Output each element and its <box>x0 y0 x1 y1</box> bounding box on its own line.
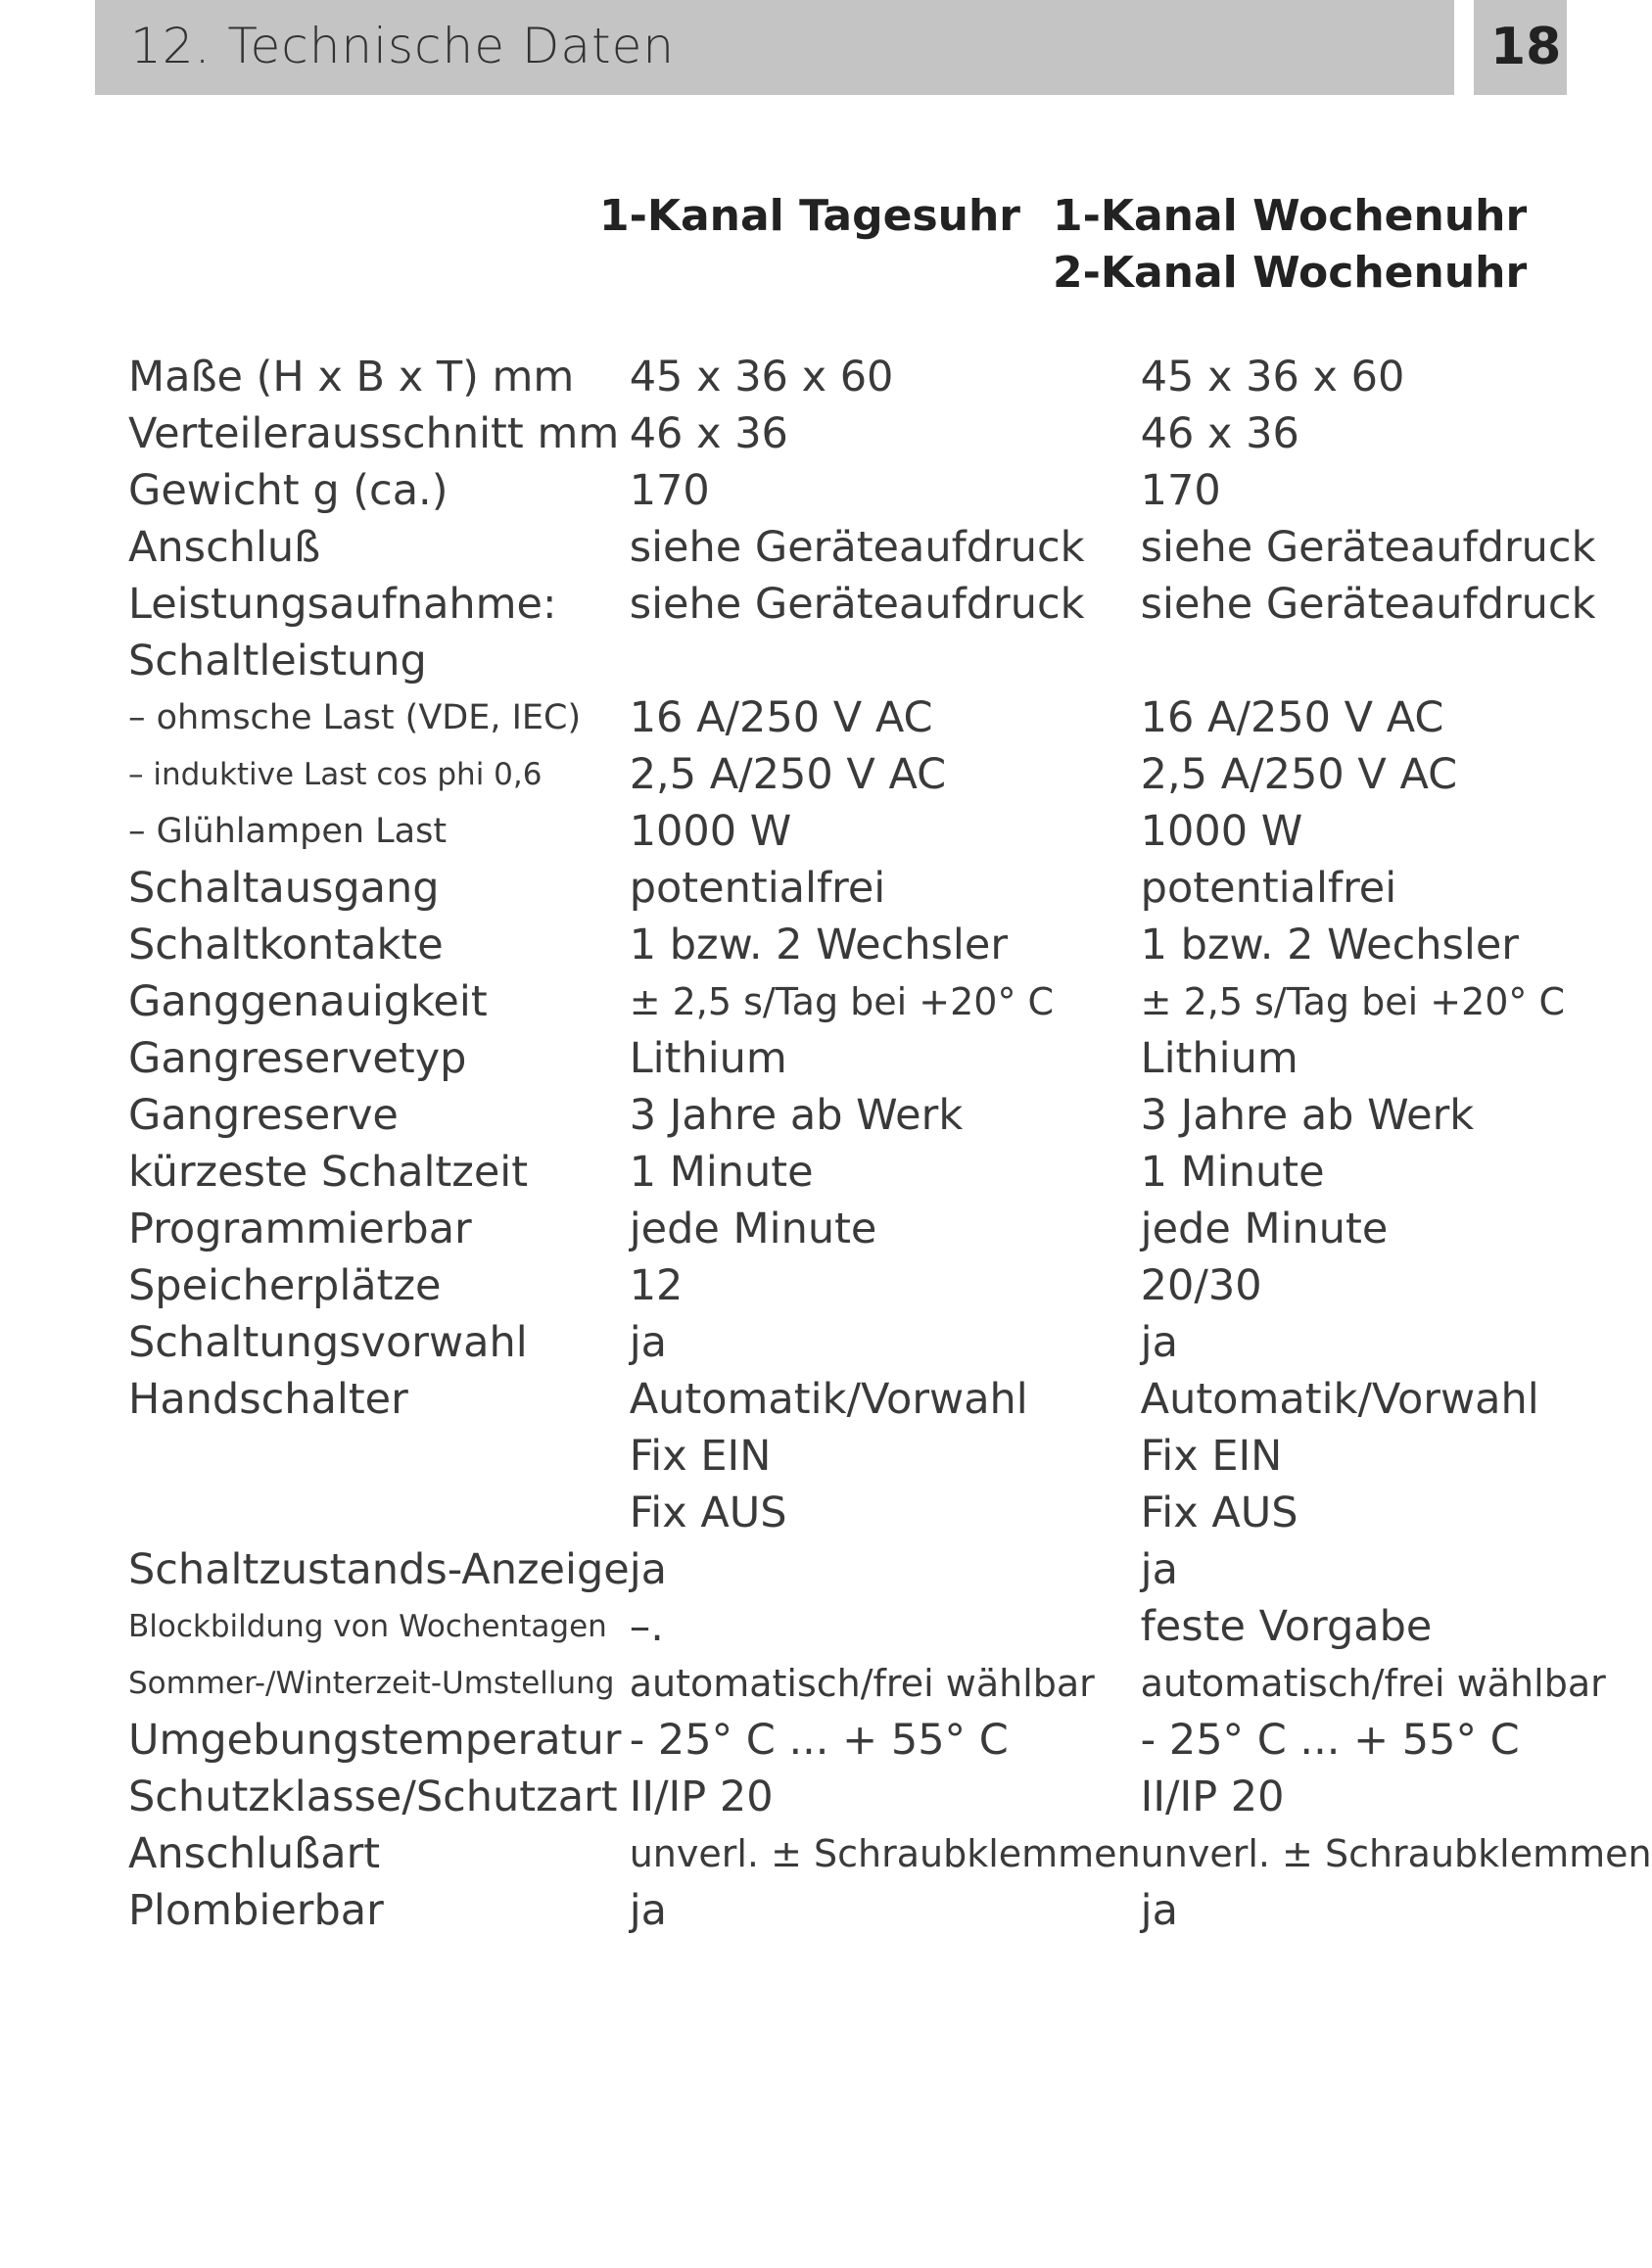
spec-value-tagesuhr: 170 <box>629 466 710 515</box>
spec-value-tagesuhr: siehe Geräteaufdruck <box>629 580 1085 629</box>
spec-value-wochenuhr: 2,5 A/250 V AC <box>1140 750 1458 799</box>
spec-value-wochenuhr: ja <box>1140 1545 1178 1594</box>
spec-row <box>128 917 1652 973</box>
spec-value-wochenuhr: automatisch/frei wählbar <box>1140 1662 1606 1705</box>
spec-row <box>128 1371 1652 1428</box>
spec-row <box>128 746 1652 803</box>
spec-label: Speicherplätze <box>128 1261 442 1310</box>
spec-label: – ohmsche Last (VDE, IEC) <box>128 698 582 737</box>
spec-row <box>128 1144 1652 1201</box>
spec-value-tagesuhr: jede Minute <box>629 1205 877 1253</box>
column-header-wochenuhr <box>1053 188 1527 302</box>
spec-value-wochenuhr: ja <box>1140 1318 1178 1367</box>
spec-label: Schaltausgang <box>128 864 440 913</box>
spec-row <box>128 1712 1652 1769</box>
spec-label: Schaltungsvorwahl <box>128 1318 528 1367</box>
spec-label: kürzeste Schaltzeit <box>128 1148 529 1197</box>
spec-label: Programmierbar <box>128 1205 472 1253</box>
spec-row <box>128 576 1652 633</box>
spec-label: – induktive Last cos phi 0,6 <box>128 757 543 792</box>
spec-value-tagesuhr: siehe Geräteaufdruck <box>629 523 1085 572</box>
spec-value-wochenuhr: 16 A/250 V AC <box>1140 693 1444 742</box>
spec-label: Plombierbar <box>128 1886 384 1935</box>
spec-value-tagesuhr: 12 <box>629 1261 684 1310</box>
spec-value-tagesuhr: 16 A/250 V AC <box>629 693 933 742</box>
spec-row <box>128 1541 1652 1598</box>
spec-row <box>128 462 1652 519</box>
spec-value-tagesuhr: unverl. ± Schraubklemmen <box>629 1832 1141 1875</box>
spec-value-tagesuhr: –. <box>629 1602 664 1651</box>
spec-label: Gangreserve <box>128 1091 399 1140</box>
spec-row <box>128 1428 1652 1485</box>
spec-row <box>128 1201 1652 1257</box>
spec-row <box>128 633 1652 689</box>
spec-row <box>128 860 1652 917</box>
spec-value-tagesuhr: Automatik/Vorwahl <box>629 1375 1028 1424</box>
spec-value-wochenuhr: - 25° C ... + 55° C <box>1140 1716 1520 1765</box>
spec-row <box>128 1598 1652 1655</box>
spec-value-tagesuhr: 1 Minute <box>629 1148 814 1197</box>
spec-label: Leistungsaufnahme: <box>128 580 557 629</box>
spec-label: Gewicht g (ca.) <box>128 466 448 515</box>
column-header-label: 1-Kanal Tagesuhr <box>599 191 1020 241</box>
spec-value-tagesuhr: 1000 W <box>629 807 792 856</box>
spec-row <box>128 1655 1652 1712</box>
spec-value-wochenuhr: ± 2,5 s/Tag bei +20° C <box>1140 980 1566 1023</box>
spec-row <box>128 1257 1652 1314</box>
spec-value-wochenuhr: unverl. ± Schraubklemmen <box>1140 1832 1652 1875</box>
spec-label: Anschlußart <box>128 1829 381 1878</box>
spec-label: Gangreservetyp <box>128 1034 467 1083</box>
column-header-label: 2-Kanal Wochenuhr <box>1053 248 1528 298</box>
spec-value-wochenuhr: feste Vorgabe <box>1140 1602 1433 1651</box>
spec-value-wochenuhr: Fix AUS <box>1140 1488 1298 1537</box>
spec-value-tagesuhr: - 25° C ... + 55° C <box>629 1716 1009 1765</box>
page-number: 18 <box>1490 18 1562 76</box>
spec-value-tagesuhr: Fix EIN <box>629 1432 772 1481</box>
page-title: 12. Technische Daten <box>130 18 676 74</box>
spec-value-wochenuhr: Automatik/Vorwahl <box>1140 1375 1539 1424</box>
column-header-label: 1-Kanal Wochenuhr <box>1053 191 1528 241</box>
spec-value-wochenuhr: 170 <box>1140 466 1221 515</box>
spec-row <box>128 1030 1652 1087</box>
spec-row <box>128 1825 1652 1882</box>
spec-value-tagesuhr: ± 2,5 s/Tag bei +20° C <box>629 980 1055 1023</box>
spec-row <box>128 1769 1652 1825</box>
spec-value-tagesuhr <box>630 633 1141 689</box>
spec-label: Verteilerausschnitt mm <box>128 409 620 458</box>
spec-value-wochenuhr <box>1141 633 1652 689</box>
spec-row <box>128 1485 1652 1541</box>
spec-label: Maße (H x B x T) mm <box>128 353 575 402</box>
spec-value-tagesuhr: 46 x 36 <box>629 409 788 458</box>
spec-value-tagesuhr: Fix AUS <box>629 1488 787 1537</box>
spec-row <box>128 803 1652 860</box>
spec-row <box>128 1882 1652 1939</box>
spec-value-wochenuhr: II/IP 20 <box>1140 1772 1285 1821</box>
spec-label: Ganggenauigkeit <box>128 977 488 1026</box>
spec-value-tagesuhr: 45 x 36 x 60 <box>629 353 894 402</box>
spec-label <box>128 1485 630 1541</box>
spec-value-wochenuhr: Lithium <box>1140 1034 1298 1083</box>
spec-label: Schutzklasse/Schutzart <box>128 1772 618 1821</box>
spec-value-tagesuhr: ja <box>629 1886 667 1935</box>
spec-value-wochenuhr: Fix EIN <box>1140 1432 1283 1481</box>
spec-row <box>128 405 1652 462</box>
spec-label: – Glühlampen Last <box>128 812 448 851</box>
spec-value-wochenuhr: 1000 W <box>1140 807 1303 856</box>
spec-value-wochenuhr: 46 x 36 <box>1140 409 1299 458</box>
spec-value-tagesuhr: 3 Jahre ab Werk <box>629 1091 964 1140</box>
spec-label: Umgebungstemperatur <box>128 1716 622 1765</box>
spec-value-tagesuhr: II/IP 20 <box>629 1772 774 1821</box>
spec-row <box>128 689 1652 746</box>
spec-label: Schaltzustands-Anzeige <box>128 1545 630 1594</box>
spec-label <box>128 1428 630 1485</box>
spec-label: Sommer-/Winterzeit-Umstellung <box>128 1666 615 1701</box>
spec-value-wochenuhr: siehe Geräteaufdruck <box>1140 523 1596 572</box>
spec-label: Blockbildung von Wochentagen <box>128 1609 607 1644</box>
spec-value-tagesuhr: ja <box>629 1545 667 1594</box>
spec-value-wochenuhr: ja <box>1140 1886 1178 1935</box>
spec-label: Schaltkontakte <box>128 921 444 969</box>
spec-value-tagesuhr: 1 bzw. 2 Wechsler <box>629 921 1009 969</box>
spec-value-wochenuhr: 1 bzw. 2 Wechsler <box>1140 921 1519 969</box>
spec-table-body <box>128 349 1652 1939</box>
spec-value-wochenuhr: 1 Minute <box>1140 1148 1325 1197</box>
spec-label: Handschalter <box>128 1375 408 1424</box>
spec-value-tagesuhr: ja <box>629 1318 667 1367</box>
column-header-tagesuhr <box>599 188 1020 245</box>
spec-value-tagesuhr: potentialfrei <box>629 864 886 913</box>
spec-row <box>128 519 1652 576</box>
spec-value-tagesuhr: Lithium <box>629 1034 787 1083</box>
spec-value-tagesuhr: 2,5 A/250 V AC <box>629 750 947 799</box>
spec-value-wochenuhr: 45 x 36 x 60 <box>1140 353 1405 402</box>
spec-value-wochenuhr: 3 Jahre ab Werk <box>1140 1091 1475 1140</box>
spec-row <box>128 973 1652 1030</box>
spec-row <box>128 349 1652 405</box>
spec-table <box>128 349 1652 1939</box>
spec-label: Schaltleistung <box>128 637 427 685</box>
spec-row <box>128 1314 1652 1371</box>
spec-row <box>128 1087 1652 1144</box>
spec-value-wochenuhr: potentialfrei <box>1140 864 1397 913</box>
spec-value-tagesuhr: automatisch/frei wählbar <box>629 1662 1095 1705</box>
spec-value-wochenuhr: siehe Geräteaufdruck <box>1140 580 1596 629</box>
spec-label: Anschluß <box>128 523 321 572</box>
spec-value-wochenuhr: jede Minute <box>1140 1205 1389 1253</box>
spec-value-wochenuhr: 20/30 <box>1140 1261 1262 1310</box>
